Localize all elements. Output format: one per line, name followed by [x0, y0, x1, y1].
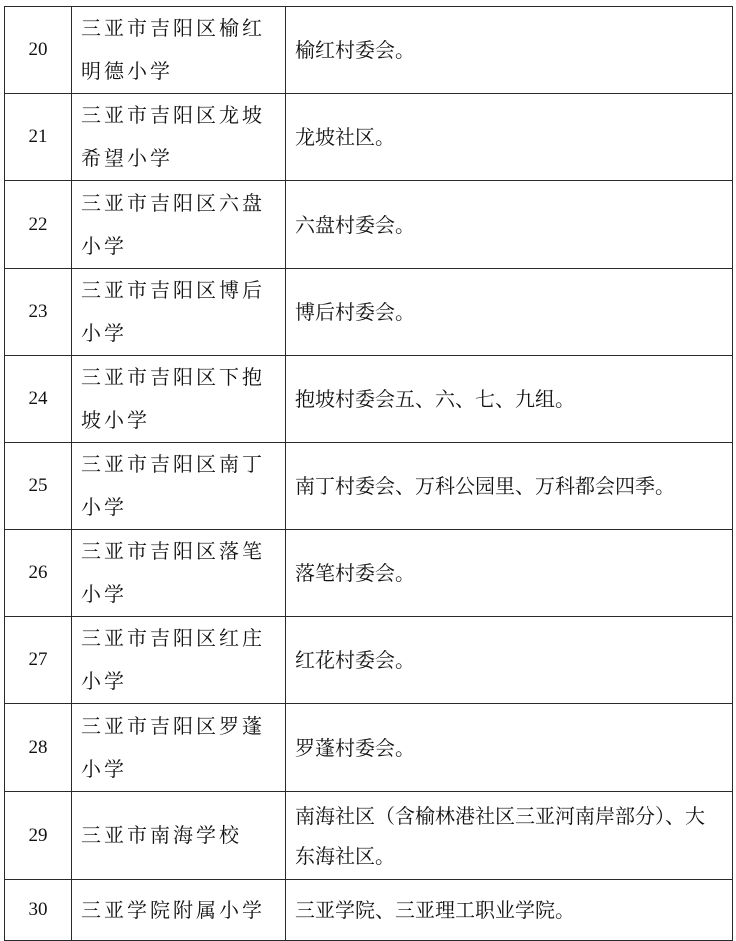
row-number: 26 — [5, 530, 72, 617]
row-number: 24 — [5, 356, 72, 443]
row-number: 27 — [5, 617, 72, 704]
school-name: 三亚市吉阳区六盘小学 — [72, 181, 286, 269]
school-name: 三亚市吉阳区榆红明德小学 — [72, 7, 286, 94]
table-row — [5, 704, 733, 792]
school-district-table — [4, 6, 733, 941]
enrollment-area: 六盘村委会。 — [286, 181, 733, 269]
table-row — [5, 617, 733, 704]
row-number: 20 — [5, 7, 72, 94]
enrollment-area: 三亚学院、三亚理工职业学院。 — [286, 880, 733, 941]
school-name: 三亚学院附属小学 — [72, 880, 286, 941]
school-name: 三亚市吉阳区罗蓬小学 — [72, 704, 286, 792]
row-number: 28 — [5, 704, 72, 792]
enrollment-area: 抱坡村委会五、六、七、九组。 — [286, 356, 733, 443]
table-row — [5, 530, 733, 617]
enrollment-area: 落笔村委会。 — [286, 530, 733, 617]
row-number: 23 — [5, 269, 72, 356]
row-number: 29 — [5, 792, 72, 880]
table-row — [5, 269, 733, 356]
row-number: 22 — [5, 181, 72, 269]
school-name: 三亚市吉阳区落笔小学 — [72, 530, 286, 617]
school-name: 三亚市吉阳区红庄小学 — [72, 617, 286, 704]
table-row — [5, 7, 733, 94]
enrollment-area: 红花村委会。 — [286, 617, 733, 704]
enrollment-area: 南海社区（含榆林港社区三亚河南岸部分）、大东海社区。 — [286, 792, 733, 880]
row-number: 21 — [5, 94, 72, 181]
row-number: 30 — [5, 880, 72, 941]
enrollment-area: 罗蓬村委会。 — [286, 704, 733, 792]
enrollment-area: 龙坡社区。 — [286, 94, 733, 181]
school-name: 三亚市吉阳区龙坡希望小学 — [72, 94, 286, 181]
table-row — [5, 94, 733, 181]
school-name: 三亚市吉阳区下抱坡小学 — [72, 356, 286, 443]
enrollment-area: 南丁村委会、万科公园里、万科都会四季。 — [286, 443, 733, 530]
school-name: 三亚市吉阳区博后小学 — [72, 269, 286, 356]
enrollment-area: 榆红村委会。 — [286, 7, 733, 94]
table-row — [5, 356, 733, 443]
table-row — [5, 443, 733, 530]
table-row — [5, 880, 733, 941]
table-row — [5, 181, 733, 269]
enrollment-area: 博后村委会。 — [286, 269, 733, 356]
school-name: 三亚市吉阳区南丁小学 — [72, 443, 286, 530]
school-name: 三亚市南海学校 — [72, 792, 286, 880]
table-row — [5, 792, 733, 880]
row-number: 25 — [5, 443, 72, 530]
